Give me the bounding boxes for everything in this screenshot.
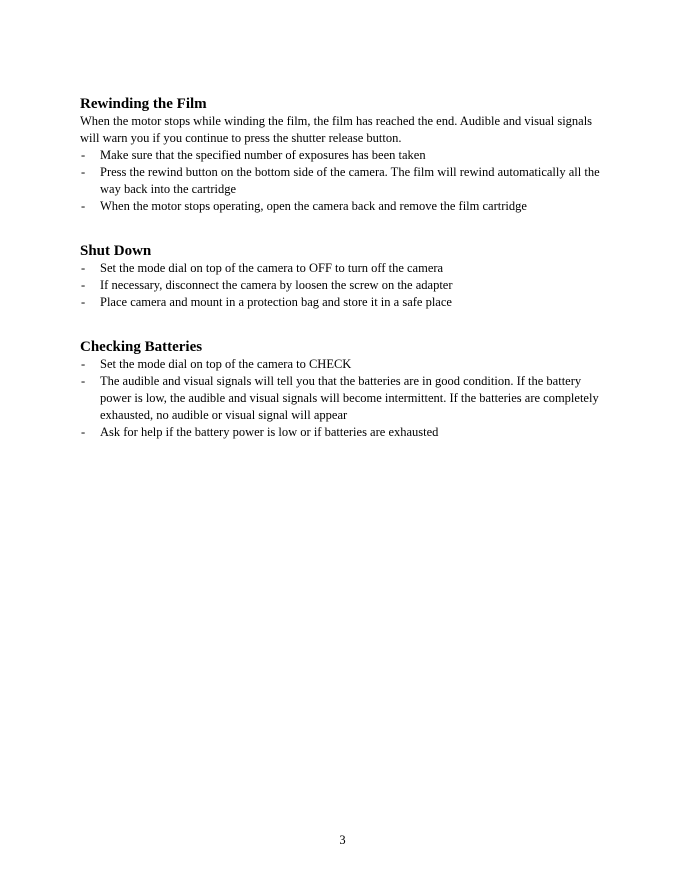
list-item <box>80 424 610 441</box>
list-item <box>80 260 610 277</box>
list-item-text: Set the mode dial on top of the camera to CHECK <box>100 357 352 371</box>
section-intro: When the motor stops while winding the film, the film has reached the end. Audible and visual signals will warn you if you continue to press the shutter release button. <box>80 114 593 145</box>
list-item-text: The audible and visual signals will tell you that the batteries are in good condition. If the battery power is low, the audible and visual signals will become intermittent. If the batteries are completely exhausted, no audible or visual signal will appear <box>100 374 599 422</box>
dash-bullet: - <box>81 165 86 179</box>
section-heading: Checking Batteries <box>80 339 203 355</box>
list-item <box>80 277 610 294</box>
dash-bullet: - <box>81 148 86 162</box>
dash-bullet: - <box>81 357 86 371</box>
section-shut-down <box>80 242 610 311</box>
list-item-text: Make sure that the specified number of exposures has been taken <box>100 148 426 162</box>
list-item <box>80 147 610 164</box>
section-heading: Shut Down <box>80 243 152 259</box>
section-checking-batteries <box>80 338 610 441</box>
bullet-list <box>80 356 610 441</box>
list-item <box>80 294 610 311</box>
dash-bullet: - <box>81 295 86 309</box>
section-heading: Rewinding the Film <box>80 96 207 112</box>
bullet-list <box>80 260 610 311</box>
list-item-text: Ask for help if the battery power is low or if batteries are exhausted <box>100 425 439 439</box>
list-item-text: Set the mode dial on top of the camera to OFF to turn off the camera <box>100 261 444 275</box>
list-item <box>80 373 610 424</box>
dash-bullet: - <box>81 374 86 388</box>
dash-bullet: - <box>81 425 86 439</box>
page-number: 3 <box>339 833 346 847</box>
list-item <box>80 356 610 373</box>
list-item <box>80 198 610 215</box>
bullet-list <box>80 147 610 215</box>
list-item-text: Press the rewind button on the bottom side of the camera. The film will rewind automatically all the way back into the cartridge <box>100 165 600 196</box>
dash-bullet: - <box>81 278 86 292</box>
list-item-text: When the motor stops operating, open the camera back and remove the film cartridge <box>100 199 527 213</box>
dash-bullet: - <box>81 199 86 213</box>
list-item-text: If necessary, disconnect the camera by loosen the screw on the adapter <box>100 278 453 292</box>
section-rewinding-the-film <box>80 95 610 215</box>
list-item-text: Place camera and mount in a protection bag and store it in a safe place <box>100 295 452 309</box>
list-item <box>80 164 610 198</box>
dash-bullet: - <box>81 261 86 275</box>
